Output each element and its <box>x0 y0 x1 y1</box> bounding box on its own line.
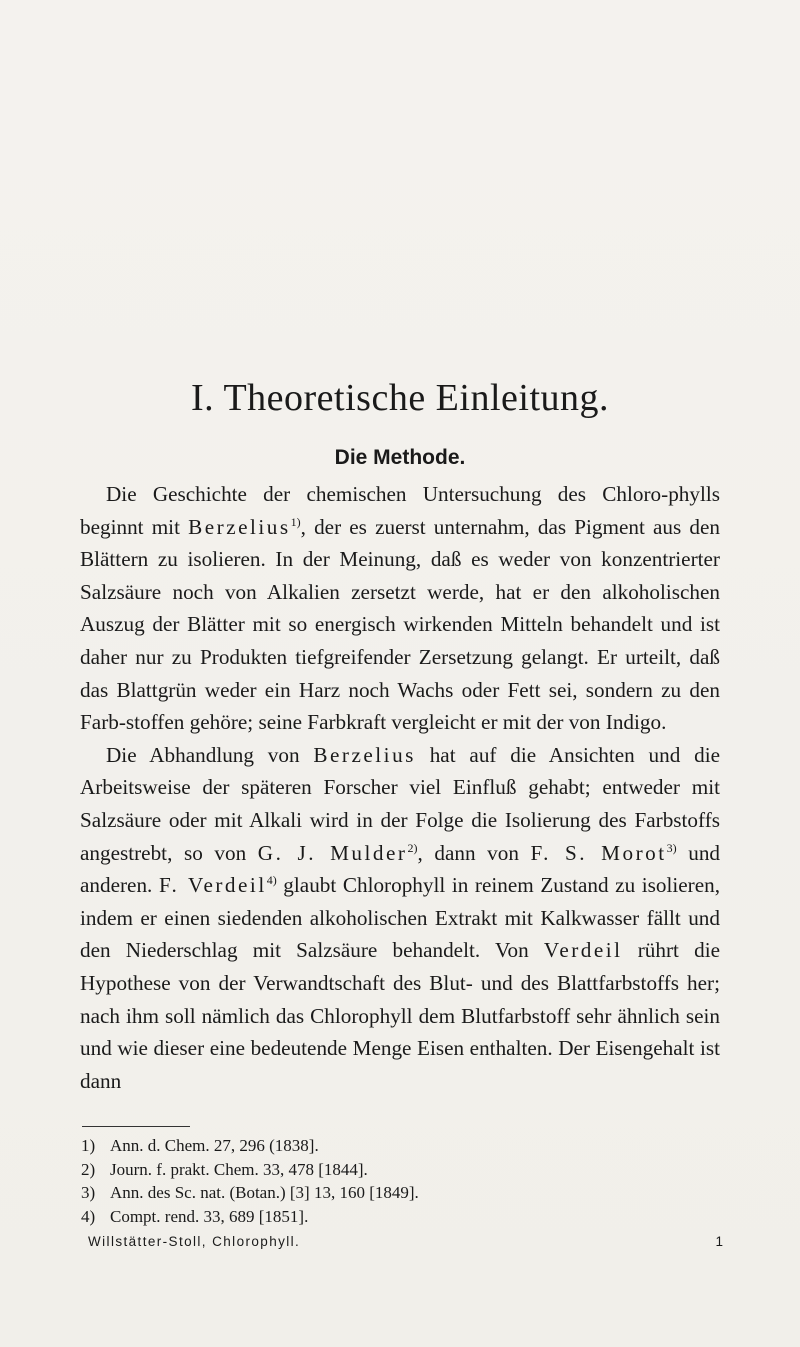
author-name-morot: F. S. Morot <box>530 840 667 865</box>
text-run: hat auf die Ansichten und die Arbeitsweise der späteren Forscher viel Einfluß gehabt; entweder mit Salzsäure oder mit Alkali wird in der Folge die Isolierung des Farbstoffs angestrebt, so von <box>80 742 720 865</box>
page-footer <box>88 1234 723 1249</box>
body-text <box>80 478 720 1097</box>
footnote: 4) Compt. rend. 33, 689 [1851]. <box>81 1206 309 1226</box>
text-run: und anderen. <box>80 840 721 898</box>
footnote: 2) Journ. f. prakt. Chem. 33, 478 [1844]. <box>81 1159 368 1179</box>
paragraph-2 <box>80 739 720 1098</box>
author-name-mulder: G. J. Mulder <box>257 840 408 865</box>
author-name-berzelius: Berzelius <box>188 514 291 539</box>
footnote-rule <box>82 1126 190 1127</box>
text-run: Die Abhandlung von <box>106 742 314 767</box>
footnote: 1) Ann. d. Chem. 27, 296 (1838]. <box>81 1136 319 1155</box>
footnote-ref-1: 1) <box>290 514 301 529</box>
chapter-title: I. Theoretische Einleitung. <box>190 377 609 419</box>
author-name-berzelius: Berzelius <box>313 742 416 767</box>
text-run: rührt die Hypothese von der Verwandtschaft des Blut- und des Blattfarbstoffs her; nach ihm soll nämlich das Chlorophyll dem Blutfarbstoff sehr ähnlich sein und wie dieser eine bedeutende Menge Eisen enthalten. Der Eisengehalt ist dann <box>80 938 720 1093</box>
author-name-verdeil: F. Verdeil <box>158 873 267 898</box>
text-run: Die Geschichte der chemischen Untersuchung des Chloro-phylls beginnt mit <box>80 482 720 539</box>
signature-mark: 1 <box>715 1234 723 1249</box>
footnotes <box>81 1134 721 1228</box>
text-run: , dann von <box>417 840 531 865</box>
footnote-ref-3: 3) <box>666 840 677 855</box>
footnote-ref-2: 2) <box>407 840 418 855</box>
running-title: Willstätter-Stoll, Chlorophyll. <box>88 1234 301 1249</box>
footnote-ref-4: 4) <box>266 873 277 888</box>
section-title: Die Methode. <box>334 446 466 469</box>
text-run: glaubt Chlorophyll in reinem Zustand zu isolieren, indem er einen siedenden alkoholischen Extrakt mit Kalkwasser fällt und den Niederschlag mit Salzsäure behandelt. Von <box>80 873 720 963</box>
footnote: 3) Ann. des Sc. nat. (Botan.) [3] 13, 160 [1849]. <box>81 1183 419 1202</box>
author-name-verdeil: Verdeil <box>543 938 623 963</box>
paragraph-1 <box>80 478 720 739</box>
text-run: , der es zuerst unternahm, das Pigment aus den Blättern zu isolieren. In der Meinung, daß es weder von konzentrierter Salzsäure noch von Alkalien zersetzt werde, hat er den alkoholischen Auszug der Blätter mit so energisch wirkenden Mitteln behandelt und ist daher nur zu Produkten tiefgreifender Zersetzung gelangt. Er urteilt, daß das Blattgrün weder ein Harz noch Wachs oder Fett sei, sondern zu den Farb-stoffen gehöre; seine Farbkraft vergleicht er mit der von Indigo. <box>80 514 720 735</box>
